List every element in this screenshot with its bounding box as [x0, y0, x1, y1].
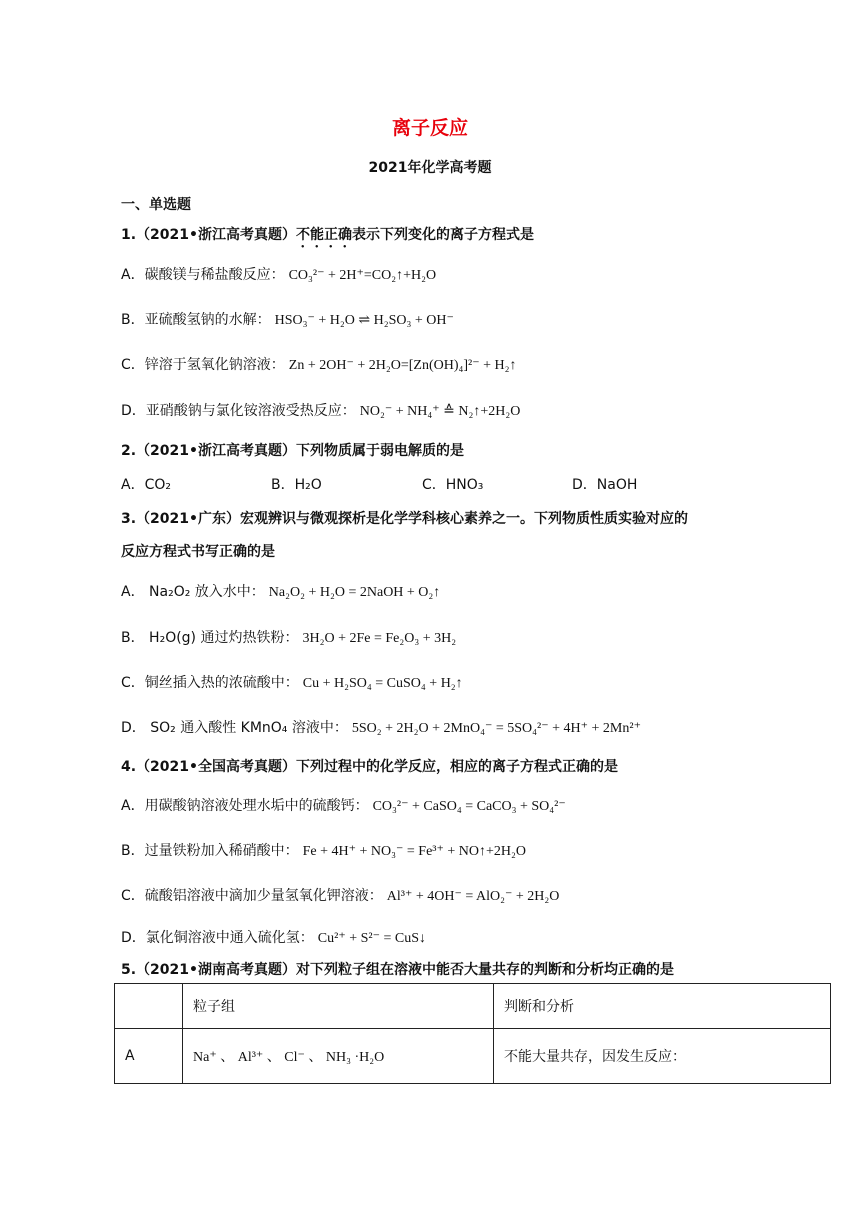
option-label: A．碳酸镁与稀盐酸反应： [121, 267, 285, 283]
table-header-cell: 粒子组 [183, 984, 494, 1029]
table-cell: A [115, 1029, 183, 1084]
question-1-option-c [121, 354, 517, 374]
option-label: B．亚硫酸氢钠的水解： [121, 312, 271, 328]
table-header-cell [115, 984, 183, 1029]
table-cell: 不能大量共存，因发生反应： [494, 1029, 831, 1084]
page-subtitle: 2021年化学高考题 [368, 160, 492, 176]
question-1-emphasis: 不能正确 [295, 227, 352, 243]
option-label: B．过量铁粉加入稀硝酸中： [121, 843, 299, 859]
question-3-option-a [121, 581, 440, 601]
question-5-table [114, 983, 831, 1084]
option-equation: Fe + 4H⁺ + NO₃⁻ = Fe³⁺ + NO↑+2H₂O [302, 844, 526, 859]
question-3-stem-line-2: 反应方程式书写正确的是 [121, 544, 275, 560]
option-equation: NO₂⁻ + NH₄⁺ ≙ N₂↑+2H₂O [359, 404, 521, 419]
option-label: D．氯化铜溶液中通入硫化氢： [121, 930, 314, 946]
option-equation: Na₂O₂ + H₂O = 2NaOH + O₂↑ [268, 585, 441, 600]
table-header-row [115, 984, 831, 1029]
option-equation: CO₃²⁻ + CaSO₄ = CaCO₃ + SO₄²⁻ [372, 799, 566, 814]
option-label: D． SO₂ 通入酸性 KMnO₄ 溶液中： [121, 720, 348, 736]
section-heading: 一、单选题 [121, 197, 191, 213]
question-1-option-b [121, 309, 454, 329]
option-equation: 5SO₂ + 2H₂O + 2MnO₄⁻ = 5SO₄²⁻ + 4H⁺ + 2Mn²⁺ [351, 721, 641, 736]
question-1-option-d [121, 400, 520, 420]
option-label: B． H₂O(g) 通过灼热铁粉： [121, 630, 299, 646]
question-4-option-a [121, 795, 566, 815]
question-3-option-b [121, 627, 456, 647]
question-4-option-c [121, 885, 559, 905]
table-row [115, 1029, 831, 1084]
question-5-stem: 5.（2021•湖南高考真题）对下列粒子组在溶液中能否大量共存的判断和分析均正确的是 [121, 962, 674, 978]
option-label: C．锌溶于氢氧化钠溶液： [121, 357, 285, 373]
page-title: 离子反应 [391, 117, 468, 139]
question-1-prefix: 1.（2021•浙江高考真题） [121, 227, 296, 243]
question-1-stem [121, 224, 534, 251]
question-2-option-b: B．H₂O [271, 477, 322, 493]
question-4-stem: 4.（2021•全国高考真题）下列过程中的化学反应，相应的离子方程式正确的是 [121, 759, 618, 775]
option-equation: CO₃²⁻ + 2H⁺=CO₂↑+H₂O [288, 268, 437, 283]
option-label: A． Na₂O₂ 放入水中： [121, 584, 265, 600]
question-2-option-c: C．HNO₃ [422, 477, 484, 493]
question-4-option-d [121, 927, 426, 947]
question-2-stem: 2.（2021•浙江高考真题）下列物质属于弱电解质的是 [121, 443, 464, 459]
question-1-option-a [121, 264, 436, 284]
table-cell: Na⁺ 、 Al³⁺ 、 Cl⁻ 、 NH₃ ·H₂O [183, 1029, 494, 1084]
question-2-option-a: A．CO₂ [121, 477, 171, 493]
question-3-option-c [121, 672, 463, 692]
option-equation: Cu²⁺ + S²⁻ = CuS↓ [317, 931, 426, 946]
question-3-stem-line-1: 3.（2021•广东）宏观辨识与微观探析是化学学科核心素养之一。下列物质性质实验对应的 [121, 511, 688, 527]
option-equation: HSO₃⁻ + H₂O ⇌ H₂SO₃ + OH⁻ [274, 313, 454, 328]
option-label: C．铜丝插入热的浓硫酸中： [121, 675, 299, 691]
question-2-option-d: D．NaOH [572, 477, 638, 493]
option-label: C．硫酸铝溶液中滴加少量氢氧化钾溶液： [121, 888, 383, 904]
question-1-suffix: 表示下列变化的离子方程式是 [351, 227, 534, 243]
option-equation: Al³⁺ + 4OH⁻ = AlO₂⁻ + 2H₂O [386, 889, 560, 904]
option-label: A．用碳酸钠溶液处理水垢中的硫酸钙： [121, 798, 369, 814]
option-equation: 3H₂O + 2Fe = Fe₂O₃ + 3H₂ [302, 631, 457, 646]
table-header-cell: 判断和分析 [494, 984, 831, 1029]
question-3-option-d [121, 717, 641, 737]
option-label: D．亚硝酸钠与氯化铵溶液受热反应： [121, 403, 356, 419]
option-equation: Zn + 2OH⁻ + 2H₂O=[Zn(OH)₄]²⁻ + H₂↑ [288, 358, 517, 373]
option-equation: Cu + H₂SO₄ = CuSO₄ + H₂↑ [302, 676, 463, 691]
question-4-option-b [121, 840, 526, 860]
